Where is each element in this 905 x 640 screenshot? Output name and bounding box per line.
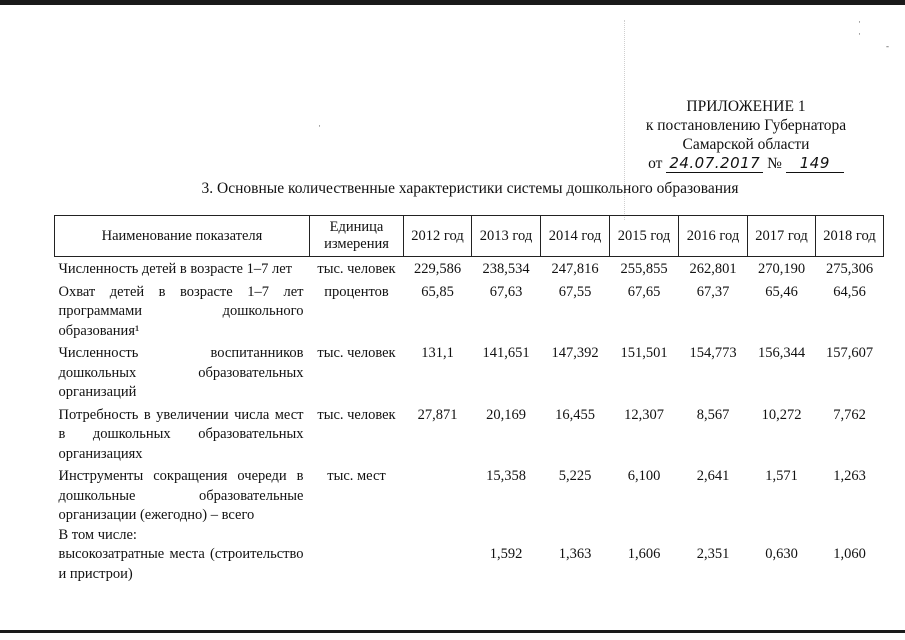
number-prefix: № <box>767 155 782 172</box>
row-value-2018: 275,306 <box>825 261 874 277</box>
row-value-2017: 156,344 <box>757 345 806 361</box>
header-unit: Единица измерения <box>310 216 404 257</box>
header-year-2015: 2015 год <box>610 216 679 257</box>
row-value-2013: 1,592 <box>489 546 523 562</box>
row-value-2013 <box>472 526 541 546</box>
row-value-2012 <box>404 464 472 526</box>
table-row <box>55 545 884 584</box>
row-value-2014 <box>541 526 610 546</box>
date-prefix: от <box>648 155 663 172</box>
row-value-2018: 157,607 <box>825 345 874 361</box>
scan-speck: · <box>318 121 321 131</box>
row-value-2012 <box>404 545 472 584</box>
row-indicator-name: Численность детей в возрасте 1–7 лет <box>58 261 293 277</box>
row-value-2016 <box>679 526 748 546</box>
row-unit: тыс. человек <box>317 345 396 361</box>
row-value-2015: 151,501 <box>620 345 668 361</box>
row-value-2017: 1,571 <box>765 468 798 484</box>
header-year-2012: 2012 год <box>404 216 472 257</box>
row-value-2018: 7,762 <box>833 406 866 423</box>
row-value-2015: 6,100 <box>627 468 661 484</box>
row-indicator-name: Инструменты сокращения очереди в дошкольные образовательные организации (ежегодно) – всего <box>58 468 304 523</box>
row-value-2014: 1,363 <box>558 546 592 562</box>
row-value-2012: 229,586 <box>413 261 462 277</box>
row-unit: процентов <box>324 283 389 300</box>
handwritten-date: 24.07.2017 <box>666 154 763 173</box>
table-row <box>55 341 884 403</box>
row-indicator-name: высокозатратные места (строительство и пристрои) <box>58 546 304 582</box>
row-value-2014: 147,392 <box>551 345 599 361</box>
header-year-2017: 2017 год <box>748 216 816 257</box>
row-value-2017: 10,272 <box>761 406 802 423</box>
table-row <box>55 280 884 342</box>
row-unit <box>310 526 404 546</box>
row-value-2018: 1,263 <box>833 468 866 484</box>
section-title: 3. Основные количественные характеристики системы дошкольного образования <box>201 180 739 197</box>
row-value-2013: 141,651 <box>482 345 530 361</box>
row-value-2016: 8,567 <box>696 406 730 423</box>
row-value-2015 <box>610 526 679 546</box>
row-value-2015: 1,606 <box>627 546 661 562</box>
appendix-block <box>630 97 862 173</box>
scan-speck: · <box>858 29 861 39</box>
row-value-2017: 270,190 <box>757 261 806 277</box>
top-border-line <box>0 0 905 5</box>
row-value-2013: 15,358 <box>486 468 526 484</box>
row-value-2016: 2,641 <box>696 468 730 484</box>
row-unit: тыс. мест <box>327 468 386 484</box>
row-value-2014: 5,225 <box>558 468 592 484</box>
header-year-2016: 2016 год <box>679 216 748 257</box>
row-value-2017: 0,630 <box>765 546 798 562</box>
row-value-2018: 64,56 <box>833 283 866 300</box>
row-value-2018: 1,060 <box>833 546 866 562</box>
row-value-2016: 262,801 <box>689 261 737 277</box>
row-indicator-name: Численность воспитанников дошкольных образовательных организаций <box>58 345 304 400</box>
row-value-2017: 65,46 <box>765 283 798 300</box>
header-year-2014: 2014 год <box>541 216 610 257</box>
row-value-2018 <box>816 526 884 546</box>
row-unit <box>310 545 404 584</box>
row-value-2015: 12,307 <box>624 406 664 423</box>
row-value-2013: 67,63 <box>489 283 523 300</box>
scan-speck: · <box>858 17 861 27</box>
row-value-2014: 247,816 <box>551 261 599 277</box>
row-value-2013: 20,169 <box>486 406 526 423</box>
row-value-2012 <box>404 526 472 546</box>
indicators-table <box>54 215 884 584</box>
row-value-2016: 154,773 <box>689 345 737 361</box>
appendix-line-1: к постановлению Губернатора <box>645 117 847 134</box>
row-value-2017 <box>748 526 816 546</box>
table-row <box>55 526 884 546</box>
appendix-date-row <box>630 154 862 173</box>
row-indicator-name: Потребность в увеличении числа мест в дошкольных образовательных организациях <box>58 406 304 462</box>
row-value-2015: 255,855 <box>620 261 668 277</box>
row-value-2013: 238,534 <box>482 261 530 277</box>
row-value-2012: 65,85 <box>421 283 454 300</box>
bottom-border-line <box>0 630 905 633</box>
row-value-2014: 16,455 <box>555 406 595 423</box>
row-value-2016: 2,351 <box>696 546 730 562</box>
row-value-2016: 67,37 <box>696 283 730 300</box>
row-value-2012: 131,1 <box>421 345 454 361</box>
row-indicator-name: Охват детей в возрасте 1–7 лет программами дошкольного образования¹ <box>58 283 304 339</box>
header-year-2013: 2013 год <box>472 216 541 257</box>
table-row <box>55 257 884 280</box>
header-name: Наименование показателя <box>55 216 310 257</box>
appendix-line-2: Самарской области <box>682 136 810 153</box>
table-header-row <box>55 216 884 257</box>
row-value-2015: 67,65 <box>627 283 661 300</box>
table-row <box>55 464 884 526</box>
handwritten-number: 149 <box>786 154 844 173</box>
row-value-2014: 67,55 <box>558 283 592 300</box>
row-unit: тыс. человек <box>317 406 396 423</box>
appendix-heading: ПРИЛОЖЕНИЕ 1 <box>686 98 806 115</box>
scan-speck: - <box>886 41 889 51</box>
row-indicator-name: В том числе: <box>58 526 137 543</box>
row-unit: тыс. человек <box>317 261 396 277</box>
table-row <box>55 403 884 465</box>
row-value-2012: 27,871 <box>417 406 458 423</box>
header-year-2018: 2018 год <box>816 216 884 257</box>
